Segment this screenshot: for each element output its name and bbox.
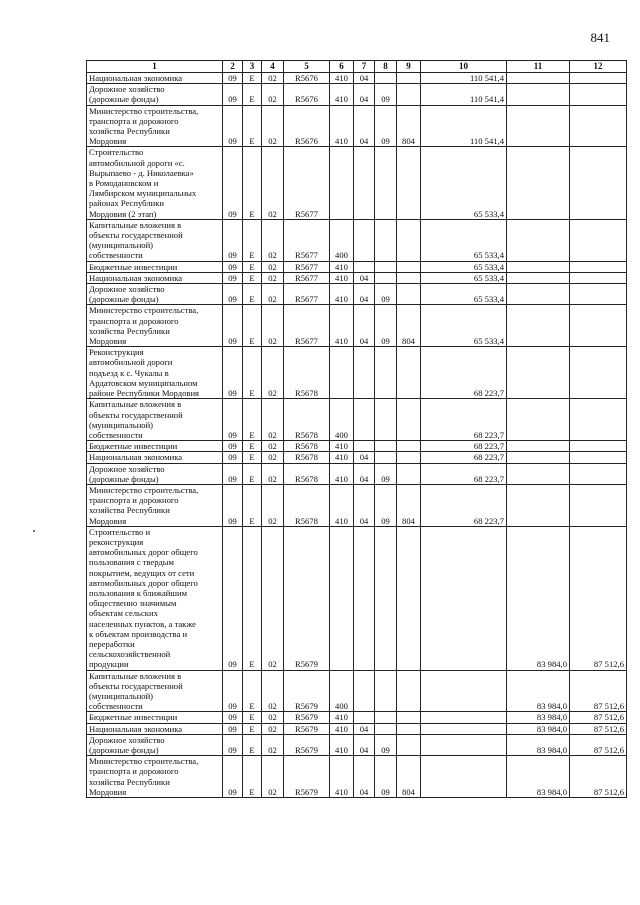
expense-type-cell: 410 <box>330 284 354 305</box>
table-row <box>87 526 627 670</box>
program-code-cell: Е <box>243 723 262 734</box>
ministry-code-cell <box>397 441 421 452</box>
expense-type-cell: 410 <box>330 756 354 798</box>
target-code-cell: R5677 <box>284 284 330 305</box>
subprogram-code-cell: 02 <box>262 347 284 399</box>
expense-type-cell <box>330 147 354 219</box>
section-code-cell: 09 <box>223 670 243 712</box>
amount-col10-cell: 65 533,4 <box>421 284 507 305</box>
amount-col12-cell: 87 512,6 <box>570 670 627 712</box>
target-code-cell: R5678 <box>284 347 330 399</box>
amount-col11-cell <box>507 463 570 484</box>
program-code-cell: Е <box>243 219 262 261</box>
division-cell: 04 <box>354 756 375 798</box>
division-cell: 04 <box>354 272 375 283</box>
target-code-cell: R5677 <box>284 305 330 347</box>
ministry-code-cell <box>397 347 421 399</box>
expense-type-cell: 410 <box>330 723 354 734</box>
amount-col10-cell: 65 533,4 <box>421 219 507 261</box>
row-name-cell: Строительство и реконструкция автомобильных дорог общего пользования с твердым покрытием, ведущих от сети автомобильных дорог общего пользования к ближайшим общественно значимым объектам сельских населенных пунктов, а также к объектам производства и переработки сельскохозяйственной продукции <box>87 526 223 670</box>
subdivision-cell: 09 <box>375 305 397 347</box>
expense-type-cell: 410 <box>330 105 354 147</box>
amount-col12-cell <box>570 399 627 441</box>
program-code-cell: Е <box>243 284 262 305</box>
program-code-cell: Е <box>243 756 262 798</box>
header-cell: 12 <box>570 61 627 73</box>
section-code-cell: 09 <box>223 284 243 305</box>
ministry-code-cell <box>397 734 421 755</box>
division-cell <box>354 670 375 712</box>
amount-col12-cell: 87 512,6 <box>570 734 627 755</box>
program-code-cell: Е <box>243 712 262 723</box>
table-row <box>87 734 627 755</box>
expense-type-cell: 410 <box>330 712 354 723</box>
section-code-cell: 09 <box>223 73 243 84</box>
program-code-cell: Е <box>243 399 262 441</box>
target-code-cell: R5679 <box>284 712 330 723</box>
subdivision-cell <box>375 73 397 84</box>
division-cell <box>354 399 375 441</box>
row-name-cell: Капитальные вложения в объекты государственной (муниципальной) собственности <box>87 399 223 441</box>
subprogram-code-cell: 02 <box>262 219 284 261</box>
program-code-cell: Е <box>243 670 262 712</box>
expense-type-cell: 410 <box>330 484 354 526</box>
row-name-cell: Дорожное хозяйство (дорожные фонды) <box>87 84 223 105</box>
amount-col11-cell: 83 984,0 <box>507 712 570 723</box>
expense-type-cell: 410 <box>330 84 354 105</box>
section-code-cell: 09 <box>223 463 243 484</box>
amount-col11-cell <box>507 219 570 261</box>
section-code-cell: 09 <box>223 734 243 755</box>
amount-col11-cell <box>507 305 570 347</box>
section-code-cell: 09 <box>223 272 243 283</box>
section-code-cell: 09 <box>223 261 243 272</box>
section-code-cell: 09 <box>223 105 243 147</box>
section-code-cell: 09 <box>223 756 243 798</box>
ministry-code-cell: 804 <box>397 305 421 347</box>
row-name-cell: Министерство строительства, транспорта и дорожного хозяйства Республики Мордовия <box>87 105 223 147</box>
target-code-cell: R5676 <box>284 105 330 147</box>
page-number: 841 <box>590 30 610 45</box>
program-code-cell: Е <box>243 105 262 147</box>
table-row <box>87 347 627 399</box>
division-cell: 04 <box>354 105 375 147</box>
target-code-cell: R5678 <box>284 441 330 452</box>
row-name-cell: Дорожное хозяйство (дорожные фонды) <box>87 734 223 755</box>
table-row <box>87 670 627 712</box>
program-code-cell: Е <box>243 347 262 399</box>
expense-type-cell <box>330 526 354 670</box>
header-cell: 1 <box>87 61 223 73</box>
header-row <box>87 61 627 73</box>
amount-col10-cell: 110 541,4 <box>421 73 507 84</box>
amount-col10-cell: 68 223,7 <box>421 399 507 441</box>
ministry-code-cell <box>397 670 421 712</box>
subprogram-code-cell: 02 <box>262 756 284 798</box>
ministry-code-cell: 804 <box>397 105 421 147</box>
amount-col12-cell <box>570 484 627 526</box>
row-name-cell: Дорожное хозяйство (дорожные фонды) <box>87 284 223 305</box>
program-code-cell: Е <box>243 73 262 84</box>
amount-col10-cell <box>421 756 507 798</box>
section-code-cell: 09 <box>223 484 243 526</box>
program-code-cell: Е <box>243 452 262 463</box>
amount-col10-cell <box>421 723 507 734</box>
division-cell <box>354 347 375 399</box>
subdivision-cell: 09 <box>375 734 397 755</box>
section-code-cell: 09 <box>223 452 243 463</box>
ministry-code-cell <box>397 452 421 463</box>
amount-col11-cell: 83 984,0 <box>507 670 570 712</box>
target-code-cell: R5676 <box>284 73 330 84</box>
subprogram-code-cell: 02 <box>262 147 284 219</box>
target-code-cell: R5678 <box>284 399 330 441</box>
table-row <box>87 399 627 441</box>
subdivision-cell: 09 <box>375 463 397 484</box>
header-cell: 3 <box>243 61 262 73</box>
scan-speck <box>33 530 35 532</box>
subdivision-cell: 09 <box>375 105 397 147</box>
division-cell: 04 <box>354 723 375 734</box>
subprogram-code-cell: 02 <box>262 105 284 147</box>
target-code-cell: R5679 <box>284 526 330 670</box>
amount-col11-cell <box>507 284 570 305</box>
row-name-cell: Дорожное хозяйство (дорожные фонды) <box>87 463 223 484</box>
amount-col10-cell: 65 533,4 <box>421 272 507 283</box>
amount-col10-cell: 68 223,7 <box>421 484 507 526</box>
ministry-code-cell <box>397 261 421 272</box>
subprogram-code-cell: 02 <box>262 399 284 441</box>
ministry-code-cell <box>397 284 421 305</box>
expense-type-cell: 410 <box>330 463 354 484</box>
table-row <box>87 723 627 734</box>
subdivision-cell <box>375 147 397 219</box>
ministry-code-cell <box>397 73 421 84</box>
row-name-cell: Реконструкция автомобильной дороги подъезд к с. Чукалы в Ардатовском муниципальном районе Республики Мордовия <box>87 347 223 399</box>
row-name-cell: Национальная экономика <box>87 723 223 734</box>
row-name-cell: Бюджетные инвестиции <box>87 712 223 723</box>
section-code-cell: 09 <box>223 712 243 723</box>
table-row <box>87 712 627 723</box>
amount-col12-cell <box>570 105 627 147</box>
program-code-cell: Е <box>243 484 262 526</box>
row-name-cell: Бюджетные инвестиции <box>87 441 223 452</box>
program-code-cell: Е <box>243 441 262 452</box>
ministry-code-cell <box>397 399 421 441</box>
target-code-cell: R5679 <box>284 756 330 798</box>
amount-col12-cell <box>570 452 627 463</box>
program-code-cell: Е <box>243 526 262 670</box>
division-cell: 04 <box>354 73 375 84</box>
amount-col12-cell <box>570 284 627 305</box>
section-code-cell: 09 <box>223 347 243 399</box>
amount-col11-cell <box>507 261 570 272</box>
header-cell: 5 <box>284 61 330 73</box>
subprogram-code-cell: 02 <box>262 272 284 283</box>
amount-col10-cell <box>421 734 507 755</box>
amount-col10-cell <box>421 526 507 670</box>
table-row <box>87 73 627 84</box>
program-code-cell: Е <box>243 272 262 283</box>
target-code-cell: R5676 <box>284 84 330 105</box>
subdivision-cell <box>375 526 397 670</box>
amount-col10-cell: 68 223,7 <box>421 441 507 452</box>
expense-type-cell <box>330 347 354 399</box>
division-cell <box>354 261 375 272</box>
amount-col12-cell <box>570 347 627 399</box>
division-cell: 04 <box>354 734 375 755</box>
table-row <box>87 147 627 219</box>
section-code-cell: 09 <box>223 219 243 261</box>
division-cell: 04 <box>354 305 375 347</box>
subdivision-cell <box>375 261 397 272</box>
amount-col11-cell: 83 984,0 <box>507 756 570 798</box>
program-code-cell: Е <box>243 734 262 755</box>
subprogram-code-cell: 02 <box>262 441 284 452</box>
table-row <box>87 452 627 463</box>
amount-col10-cell: 110 541,4 <box>421 84 507 105</box>
row-name-cell: Национальная экономика <box>87 452 223 463</box>
section-code-cell: 09 <box>223 399 243 441</box>
amount-col11-cell <box>507 484 570 526</box>
subprogram-code-cell: 02 <box>262 463 284 484</box>
amount-col11-cell <box>507 452 570 463</box>
amount-col11-cell <box>507 272 570 283</box>
budget-table <box>86 60 627 798</box>
amount-col10-cell: 68 223,7 <box>421 452 507 463</box>
ministry-code-cell <box>397 84 421 105</box>
header-cell: 2 <box>223 61 243 73</box>
target-code-cell: R5679 <box>284 670 330 712</box>
amount-col12-cell: 87 512,6 <box>570 756 627 798</box>
header-cell: 9 <box>397 61 421 73</box>
section-code-cell: 09 <box>223 723 243 734</box>
table-row <box>87 272 627 283</box>
program-code-cell: Е <box>243 261 262 272</box>
subprogram-code-cell: 02 <box>262 305 284 347</box>
division-cell <box>354 441 375 452</box>
subdivision-cell: 09 <box>375 284 397 305</box>
section-code-cell: 09 <box>223 305 243 347</box>
division-cell <box>354 712 375 723</box>
table-row <box>87 84 627 105</box>
amount-col11-cell: 83 984,0 <box>507 723 570 734</box>
expense-type-cell: 410 <box>330 441 354 452</box>
subprogram-code-cell: 02 <box>262 84 284 105</box>
row-name-cell: Министерство строительства, транспорта и дорожного хозяйства Республики Мордовия <box>87 756 223 798</box>
row-name-cell: Национальная экономика <box>87 73 223 84</box>
expense-type-cell: 400 <box>330 219 354 261</box>
table-row <box>87 441 627 452</box>
amount-col12-cell <box>570 261 627 272</box>
table-row <box>87 305 627 347</box>
amount-col12-cell <box>570 147 627 219</box>
subprogram-code-cell: 02 <box>262 723 284 734</box>
subdivision-cell <box>375 452 397 463</box>
header-cell: 10 <box>421 61 507 73</box>
expense-type-cell: 410 <box>330 734 354 755</box>
division-cell <box>354 147 375 219</box>
target-code-cell: R5679 <box>284 723 330 734</box>
row-name-cell: Капитальные вложения в объекты государственной (муниципальной) собственности <box>87 219 223 261</box>
table-row <box>87 484 627 526</box>
subprogram-code-cell: 02 <box>262 73 284 84</box>
row-name-cell: Министерство строительства, транспорта и дорожного хозяйства Республики Мордовия <box>87 305 223 347</box>
row-name-cell: Национальная экономика <box>87 272 223 283</box>
program-code-cell: Е <box>243 84 262 105</box>
ministry-code-cell <box>397 147 421 219</box>
expense-type-cell: 400 <box>330 399 354 441</box>
section-code-cell: 09 <box>223 84 243 105</box>
amount-col10-cell: 65 533,4 <box>421 305 507 347</box>
expense-type-cell: 410 <box>330 305 354 347</box>
ministry-code-cell <box>397 712 421 723</box>
row-name-cell: Бюджетные инвестиции <box>87 261 223 272</box>
subdivision-cell <box>375 723 397 734</box>
header-cell: 8 <box>375 61 397 73</box>
expense-type-cell: 400 <box>330 670 354 712</box>
amount-col10-cell: 68 223,7 <box>421 463 507 484</box>
section-code-cell: 09 <box>223 526 243 670</box>
subdivision-cell <box>375 670 397 712</box>
amount-col12-cell: 87 512,6 <box>570 526 627 670</box>
header-cell: 4 <box>262 61 284 73</box>
header-cell: 6 <box>330 61 354 73</box>
table-row <box>87 284 627 305</box>
amount-col11-cell <box>507 399 570 441</box>
division-cell: 04 <box>354 484 375 526</box>
subprogram-code-cell: 02 <box>262 452 284 463</box>
amount-col11-cell <box>507 105 570 147</box>
program-code-cell: Е <box>243 305 262 347</box>
subprogram-code-cell: 02 <box>262 284 284 305</box>
table-row <box>87 105 627 147</box>
target-code-cell: R5678 <box>284 463 330 484</box>
ministry-code-cell: 804 <box>397 756 421 798</box>
subdivision-cell <box>375 399 397 441</box>
expense-type-cell: 410 <box>330 452 354 463</box>
target-code-cell: R5679 <box>284 734 330 755</box>
amount-col12-cell <box>570 84 627 105</box>
division-cell: 04 <box>354 284 375 305</box>
expense-type-cell: 410 <box>330 73 354 84</box>
row-name-cell: Строительство автомобильной дороги «с. Вырыпаево - д. Николаевка» в Ромодановском и Лямбирском муниципальных районах Республики Мордовия (2 этап) <box>87 147 223 219</box>
subdivision-cell <box>375 219 397 261</box>
division-cell: 04 <box>354 84 375 105</box>
ministry-code-cell <box>397 463 421 484</box>
division-cell <box>354 219 375 261</box>
amount-col12-cell <box>570 441 627 452</box>
subdivision-cell <box>375 272 397 283</box>
subprogram-code-cell: 02 <box>262 261 284 272</box>
subdivision-cell <box>375 712 397 723</box>
amount-col12-cell <box>570 305 627 347</box>
ministry-code-cell: 804 <box>397 484 421 526</box>
table-row <box>87 219 627 261</box>
amount-col11-cell <box>507 84 570 105</box>
amount-col12-cell <box>570 73 627 84</box>
ministry-code-cell <box>397 723 421 734</box>
amount-col10-cell <box>421 670 507 712</box>
amount-col12-cell: 87 512,6 <box>570 712 627 723</box>
amount-col10-cell: 65 533,4 <box>421 261 507 272</box>
header-cell: 11 <box>507 61 570 73</box>
subprogram-code-cell: 02 <box>262 526 284 670</box>
amount-col10-cell: 110 541,4 <box>421 105 507 147</box>
expense-type-cell: 410 <box>330 272 354 283</box>
header-cell: 7 <box>354 61 375 73</box>
subdivision-cell <box>375 441 397 452</box>
subprogram-code-cell: 02 <box>262 670 284 712</box>
amount-col11-cell <box>507 147 570 219</box>
division-cell: 04 <box>354 452 375 463</box>
subdivision-cell <box>375 347 397 399</box>
section-code-cell: 09 <box>223 147 243 219</box>
row-name-cell: Министерство строительства, транспорта и дорожного хозяйства Республики Мордовия <box>87 484 223 526</box>
amount-col12-cell <box>570 463 627 484</box>
division-cell: 04 <box>354 463 375 484</box>
amount-col11-cell: 83 984,0 <box>507 526 570 670</box>
table-row <box>87 756 627 798</box>
target-code-cell: R5678 <box>284 484 330 526</box>
subdivision-cell: 09 <box>375 756 397 798</box>
subprogram-code-cell: 02 <box>262 712 284 723</box>
row-name-cell: Капитальные вложения в объекты государственной (муниципальной) собственности <box>87 670 223 712</box>
subdivision-cell: 09 <box>375 484 397 526</box>
program-code-cell: Е <box>243 463 262 484</box>
ministry-code-cell <box>397 219 421 261</box>
amount-col10-cell: 68 223,7 <box>421 347 507 399</box>
subdivision-cell: 09 <box>375 84 397 105</box>
subprogram-code-cell: 02 <box>262 734 284 755</box>
amount-col11-cell <box>507 441 570 452</box>
amount-col11-cell: 83 984,0 <box>507 734 570 755</box>
target-code-cell: R5677 <box>284 219 330 261</box>
section-code-cell: 09 <box>223 441 243 452</box>
target-code-cell: R5677 <box>284 261 330 272</box>
amount-col10-cell <box>421 712 507 723</box>
division-cell <box>354 526 375 670</box>
table-row <box>87 463 627 484</box>
amount-col12-cell <box>570 219 627 261</box>
amount-col12-cell: 87 512,6 <box>570 723 627 734</box>
amount-col11-cell <box>507 347 570 399</box>
target-code-cell: R5677 <box>284 147 330 219</box>
ministry-code-cell <box>397 526 421 670</box>
subprogram-code-cell: 02 <box>262 484 284 526</box>
target-code-cell: R5677 <box>284 272 330 283</box>
amount-col11-cell <box>507 73 570 84</box>
expense-type-cell: 410 <box>330 261 354 272</box>
amount-col10-cell: 65 533,4 <box>421 147 507 219</box>
table-row <box>87 261 627 272</box>
ministry-code-cell <box>397 272 421 283</box>
target-code-cell: R5678 <box>284 452 330 463</box>
amount-col12-cell <box>570 272 627 283</box>
program-code-cell: Е <box>243 147 262 219</box>
